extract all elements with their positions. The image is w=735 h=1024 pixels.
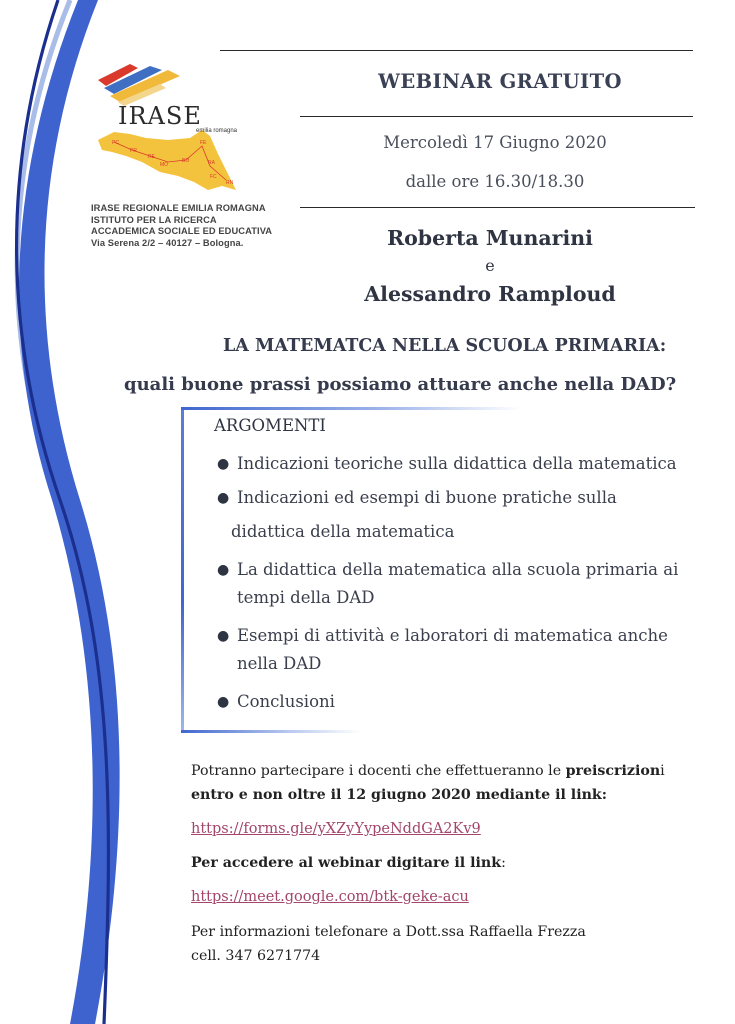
topic-item: [237, 556, 678, 612]
speaker-name: Roberta Munarini: [387, 226, 593, 250]
topics-box-border: [181, 410, 184, 732]
svg-text:PC: PC: [112, 140, 119, 146]
svg-text:BO: BO: [182, 158, 190, 164]
speaker-conjunction: e: [485, 256, 495, 275]
rule-below-time: [300, 207, 695, 208]
topic-line: Esempi di attività e laboratori di matematica anche: [237, 626, 668, 645]
registration-text-a: Potranno partecipare i docenti che effettueranno le: [191, 763, 566, 779]
institution-line: ISTITUTO PER LA RICERCA: [91, 214, 217, 225]
svg-text:MO: MO: [160, 162, 169, 168]
registration-deadline-text: entro e non oltre il 12 giugno 2020 mediante il link:: [191, 787, 607, 803]
logo-brand: IRASE: [118, 102, 202, 130]
rule-below-webinar: [300, 116, 693, 117]
topic-item: [237, 688, 335, 716]
webinar-title: LA MATEMATCA NELLA SCUOLA PRIMARIA:: [223, 336, 667, 356]
topic-line: La didattica della matematica alla scuola primaria ai: [237, 560, 679, 579]
bullet-icon: ●: [217, 490, 230, 506]
topic-item: [237, 622, 668, 678]
topic-line: nella DAD: [237, 654, 322, 673]
bullet-icon: ●: [217, 694, 230, 710]
topic-line: Indicazioni teoriche sulla didattica della matematica: [237, 454, 677, 473]
institution-address: Via Serena 2/2 – 40127 – Bologna.: [91, 237, 244, 248]
topic-item: [237, 484, 617, 512]
bullet-icon: ●: [217, 628, 230, 644]
registration-deadline: [191, 787, 607, 803]
registration-text-bold: preiscrizion: [565, 763, 661, 779]
svg-text:RA: RA: [208, 160, 215, 166]
topics-heading: ARGOMENTI: [214, 416, 326, 435]
event-date: Mercoledì 17 Giugno 2020: [383, 133, 607, 152]
topics-box-border: [181, 407, 521, 410]
topic-line: Conclusioni: [237, 692, 335, 711]
registration-form-link[interactable]: https://forms.gle/yXZyYypeNddGA2Kv9: [191, 821, 481, 837]
topic-item: [237, 450, 677, 478]
webinar-label: WEBINAR GRATUITO: [378, 70, 622, 93]
svg-text:FE: FE: [200, 140, 207, 146]
bullet-icon: ●: [217, 456, 230, 472]
svg-text:PR: PR: [130, 148, 137, 154]
topics-box-border: [181, 730, 361, 733]
institution-block: [91, 203, 272, 249]
info-contact: Per informazioni telefonare a Dott.ssa Raffaella Frezza: [191, 924, 586, 940]
svg-text:RN: RN: [226, 180, 234, 186]
topic-line: Indicazioni ed esempi di buone pratiche sulla: [237, 488, 617, 507]
svg-text:RE: RE: [148, 154, 155, 160]
access-colon: :: [501, 855, 506, 871]
topic-item-continued: [231, 518, 454, 546]
topic-line: tempi della DAD: [237, 588, 375, 607]
registration-text: [191, 763, 665, 779]
access-text: Per accedere al webinar digitare il link: [191, 855, 502, 871]
emilia-romagna-map-icon: [98, 130, 236, 190]
top-rule: [220, 50, 693, 51]
bullet-icon: ●: [217, 562, 230, 578]
speaker-name: Alessandro Ramploud: [364, 282, 616, 306]
webinar-subtitle: quali buone prassi possiamo attuare anche nella DAD?: [124, 374, 677, 395]
webinar-meet-link[interactable]: https://meet.google.com/btk-geke-acu: [191, 889, 469, 905]
access-instructions: [191, 855, 506, 871]
logo-region: emilia romagna: [196, 128, 238, 134]
institution-line: ACCADEMICA SOCIALE ED EDUCATIVA: [91, 226, 273, 237]
svg-text:FC: FC: [210, 174, 217, 180]
irase-logo: [90, 58, 250, 198]
info-phone: cell. 347 6271774: [191, 948, 321, 964]
event-time: dalle ore 16.30/18.30: [405, 172, 585, 191]
topic-line: didattica della matematica: [231, 522, 455, 541]
institution-line: IRASE REGIONALE EMILIA ROMAGNA: [91, 203, 266, 213]
registration-text-c: i: [660, 763, 665, 779]
logo-stripes-icon: [98, 64, 180, 106]
